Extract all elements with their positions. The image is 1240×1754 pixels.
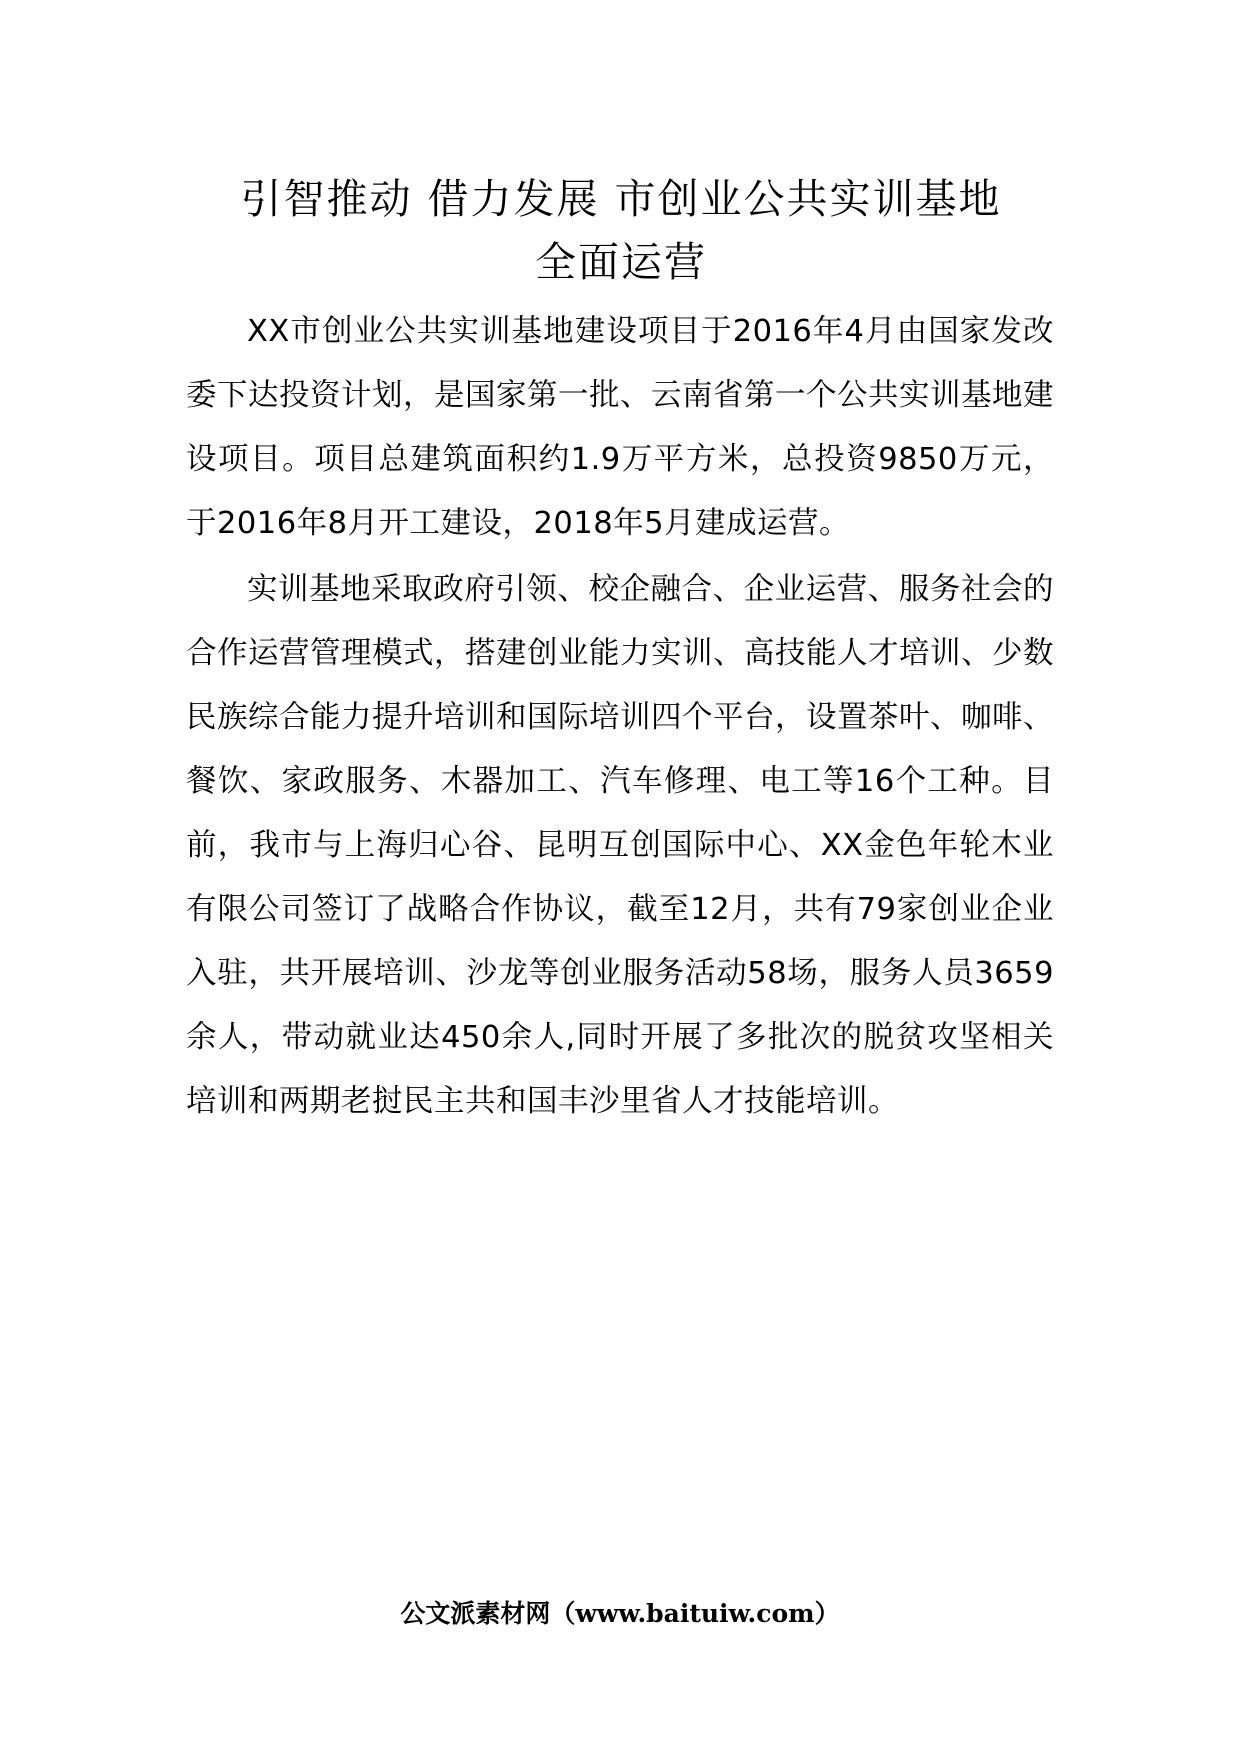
paragraph-2: 实训基地采取政府引领、校企融合、企业运营、服务社会的合作运营管理模式，搭建创业能力实训、高技能人才培训、少数民族综合能力提升培训和国际培训四个平台，设置茶叶、咖啡、餐饮、家政服务、木器加工、汽车修理、电工等16个工种。目前，我市与上海归心谷、昆明互创国际中心、XX金色年轮木业有限公司签订了战略合作协议，截至12月，共有79家创业企业入驻，共开展培训、沙龙等创业服务活动58场，服务人员3659余人，带动就业达450余人,同时开展了多批次的脱贫攻坚相关培训和两期老挝民主共和国丰沙里省人才技能培训。 — [186, 572, 1054, 1119]
footer-watermark: 公文派素材网（www.baituiw.com） — [400, 1599, 840, 1628]
title-line-2: 全面运营 — [535, 238, 707, 286]
title-line-1: 引智推动 借力发展 市创业公共实训基地 — [240, 175, 1002, 223]
document-title — [186, 168, 1056, 294]
paragraph-1: XX市创业公共实训基地建设项目于2016年4月由国家发改委下达投资计划，是国家第一批、云南省第一个公共实训基地建设项目。项目总建筑面积约1.9万平方米，总投资9850万元，于2016年8月开工建设，2018年5月建成运营。 — [186, 314, 1054, 541]
document-body — [186, 300, 1054, 1136]
